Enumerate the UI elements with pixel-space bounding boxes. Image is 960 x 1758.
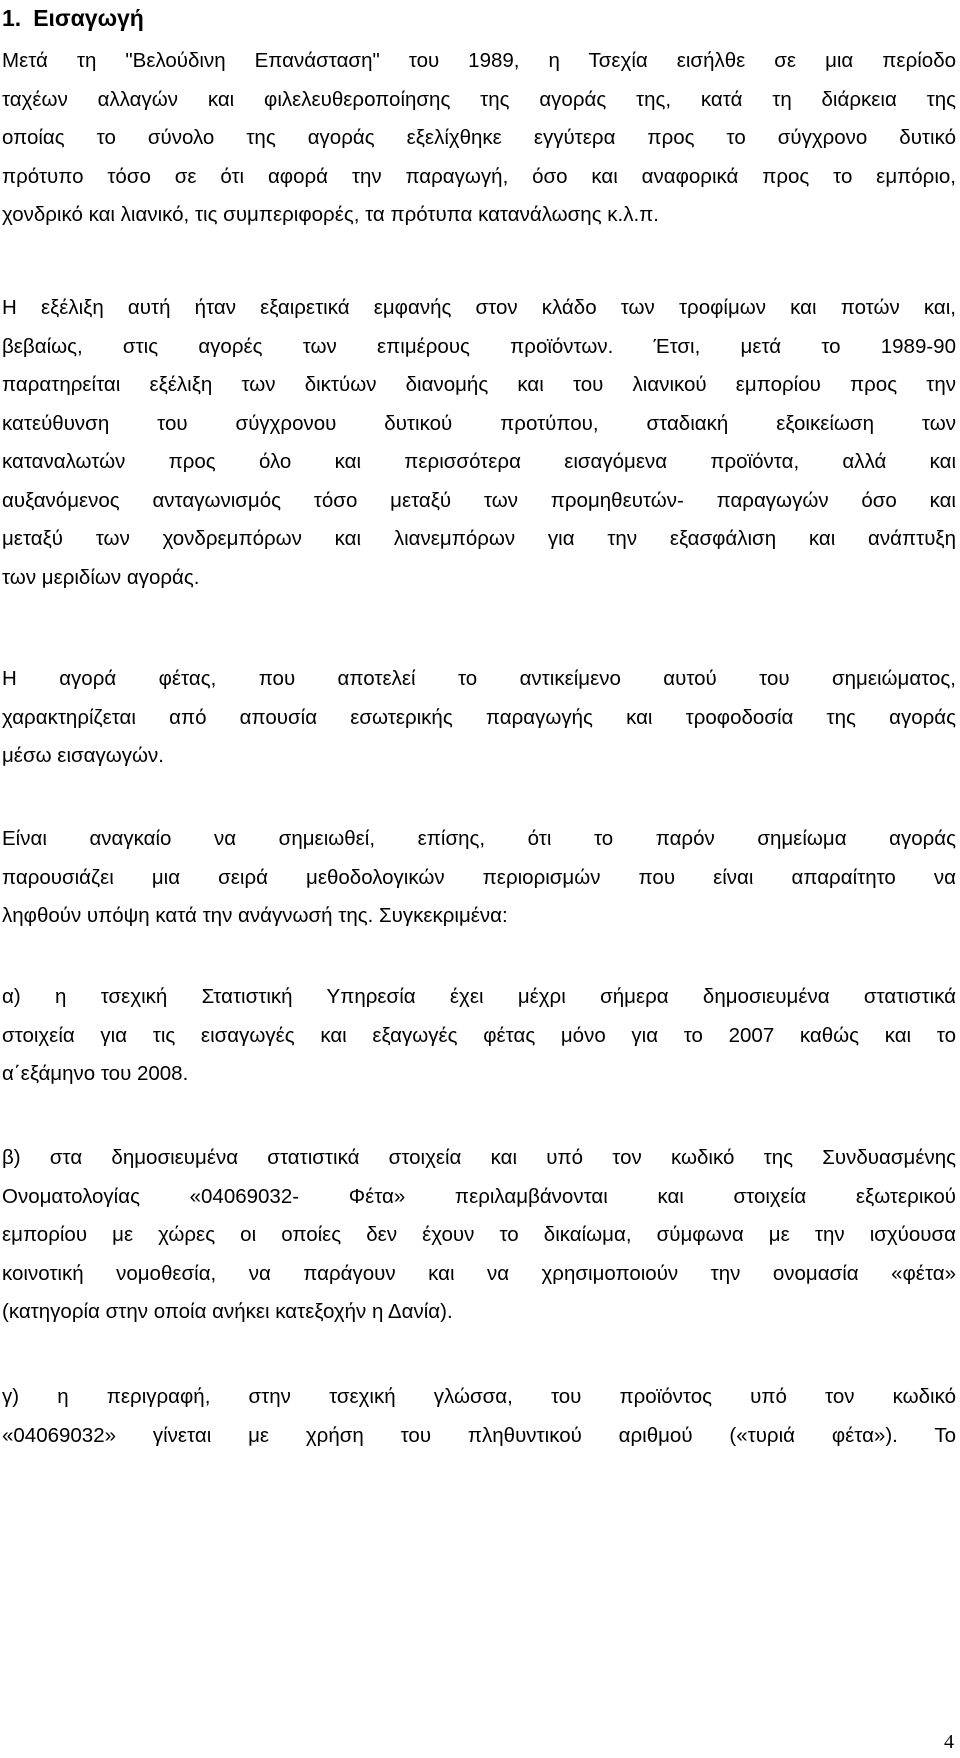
- text-line: χονδρικό και λιανικό, τις συμπεριφορές, τα πρότυπα κατανάλωσης κ.λ.π.: [2, 203, 660, 226]
- text-line: χαρακτηρίζεται από απουσία εσωτερικής παραγωγής και τροφοδοσία της αγοράς: [2, 705, 956, 729]
- text-line: εμπορίου με χώρες οι οποίες δεν έχουν το δικαίωμα, σύμφωνα με την ισχύουσα: [2, 1223, 956, 1246]
- paragraph-7: [2, 1378, 956, 1455]
- section-heading: [2, 2, 144, 34]
- text-line: Μετά τη "Βελούδινη Επανάσταση" του 1989, η Τσεχία εισήλθε σε μια περίοδο: [2, 49, 956, 72]
- text-line: α΄εξάμηνο του 2008.: [2, 1062, 189, 1085]
- text-line: Είναι αναγκαίο να σημειωθεί, επίσης, ότι το παρόν σημείωμα αγοράς: [2, 827, 956, 850]
- text-line: β) στα δημοσιευμένα στατιστικά στοιχεία και υπό τον κωδικό της Συνδυασμένης: [2, 1146, 956, 1169]
- text-line: Ονοματολογίας «04069032- Φέτα» περιλαμβάνονται και στοιχεία εξωτερικού: [2, 1184, 956, 1208]
- text-line: βεβαίως, στις αγορές των επιμέρους προϊόντων. Έτσι, μετά το 1989-90: [2, 334, 956, 358]
- section-number: 1.: [2, 5, 22, 31]
- paragraph-3: [2, 660, 956, 776]
- text-line: παρατηρείται εξέλιξη των δικτύων διανομής και του λιανικού εμπορίου προς την: [2, 373, 956, 396]
- text-line: πρότυπο τόσο σε ότι αφορά την παραγωγή, όσο και αναφορικά προς το εμπόριο,: [2, 164, 956, 188]
- text-line: μέσω εισαγωγών.: [2, 744, 164, 767]
- text-line: καταναλωτών προς όλο και περισσότερα εισαγόμενα προϊόντα, αλλά και: [2, 450, 956, 473]
- text-line: γ) η περιγραφή, στην τσεχική γλώσσα, του προϊόντος υπό τον κωδικό: [2, 1385, 956, 1408]
- text-line: Η εξέλιξη αυτή ήταν εξαιρετικά εμφανής στον κλάδο των τροφίμων και ποτών και,: [2, 296, 956, 319]
- paragraph-6: [2, 1139, 956, 1332]
- text-line: αυξανόμενος ανταγωνισμός τόσο μεταξύ των προμηθευτών- παραγωγών όσο και: [2, 488, 956, 512]
- text-line: κοινοτική νομοθεσία, να παράγουν και να χρησιμοποιούν την ονομασία «φέτα»: [2, 1261, 956, 1285]
- text-line: α) η τσεχική Στατιστική Υπηρεσία έχει μέχρι σήμερα δημοσιευμένα στατιστικά: [2, 985, 956, 1008]
- text-line: «04069032» γίνεται με χρήση του πληθυντικού αριθμού («τυριά φέτα»). Το: [2, 1423, 956, 1447]
- section-title: Εισαγωγή: [33, 5, 144, 31]
- text-line: (κατηγορία στην οποία ανήκει κατεξοχήν η Δανία).: [2, 1300, 453, 1323]
- text-line: οποίας το σύνολο της αγοράς εξελίχθηκε εγγύτερα προς το σύγχρονο δυτικό: [2, 126, 956, 149]
- text-line: ληφθούν υπόψη κατά την ανάγνωσή της. Συγκεκριμένα:: [2, 904, 508, 927]
- text-line: Η αγορά φέτας, που αποτελεί το αντικείμενο αυτού του σημειώματος,: [2, 667, 956, 690]
- paragraph-5: [2, 978, 956, 1094]
- text-line: κατεύθυνση του σύγχρονου δυτικού προτύπου, σταδιακή εξοικείωση των: [2, 411, 956, 435]
- page-number: 4: [944, 1731, 954, 1753]
- text-line: στοιχεία για τις εισαγωγές και εξαγωγές φέτας μόνο για το 2007 καθώς και το: [2, 1023, 956, 1047]
- text-line: μεταξύ των χονδρεμπόρων και λιανεμπόρων για την εξασφάλιση και ανάπτυξη: [2, 527, 956, 550]
- paragraph-1: [2, 42, 956, 235]
- paragraph-4: [2, 820, 956, 936]
- text-line: παρουσιάζει μια σειρά μεθοδολογικών περιορισμών που είναι απαραίτητο να: [2, 865, 956, 889]
- text-line: των μεριδίων αγοράς.: [2, 565, 200, 589]
- paragraph-2: [2, 289, 956, 597]
- text-line: ταχέων αλλαγών και φιλελευθεροποίησης της αγοράς της, κατά τη διάρκεια της: [2, 87, 956, 111]
